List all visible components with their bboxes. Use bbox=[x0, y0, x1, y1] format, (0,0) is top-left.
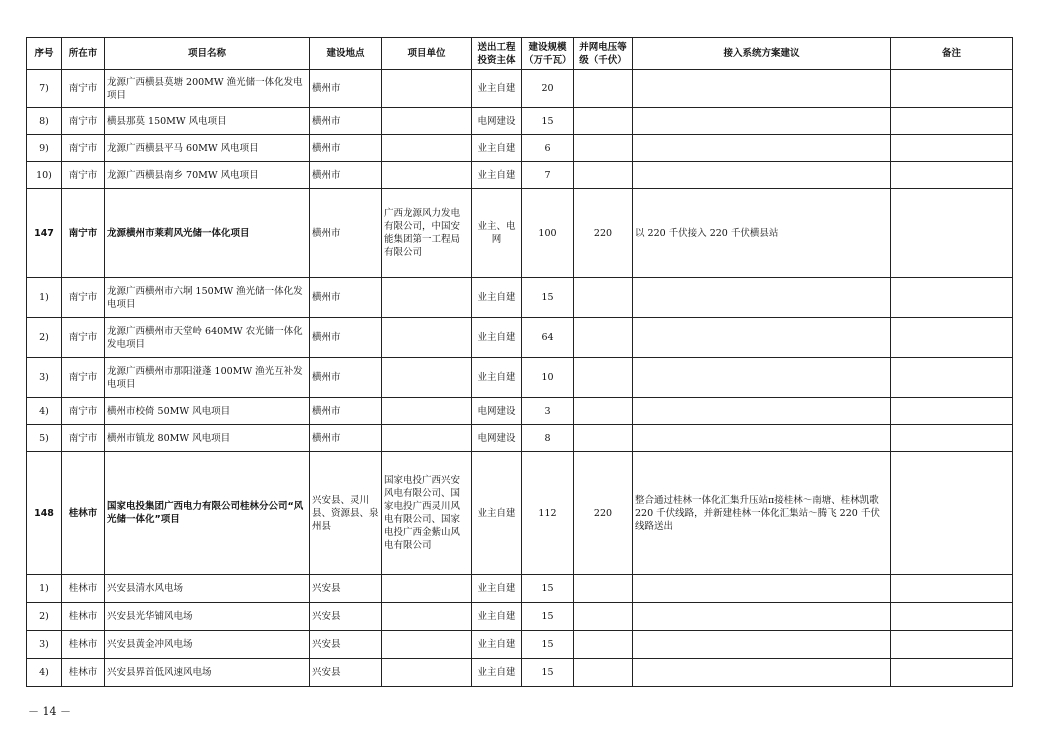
cell-unit bbox=[382, 603, 472, 631]
cell-voltage bbox=[574, 631, 633, 659]
table-row bbox=[27, 358, 1013, 398]
header-plan: 接入系统方案建议 bbox=[633, 38, 891, 70]
cell-investor: 业主自建 bbox=[472, 135, 522, 162]
cell-name: 横州市校倚 50MW 风电项目 bbox=[105, 398, 310, 425]
cell-plan bbox=[633, 108, 891, 135]
cell-voltage bbox=[574, 398, 633, 425]
cell-investor: 业主自建 bbox=[472, 575, 522, 603]
cell-location: 横州市 bbox=[310, 425, 382, 452]
cell-scale: 8 bbox=[522, 425, 574, 452]
cell-city: 南宁市 bbox=[62, 135, 105, 162]
cell-note bbox=[891, 108, 1013, 135]
cell-location: 兴安县 bbox=[310, 603, 382, 631]
table-row bbox=[27, 108, 1013, 135]
cell-plan bbox=[633, 631, 891, 659]
cell-no: 9) bbox=[27, 135, 62, 162]
cell-city: 南宁市 bbox=[62, 189, 105, 278]
cell-plan: 以 220 千伏接入 220 千伏横县站 bbox=[633, 189, 891, 278]
cell-city: 桂林市 bbox=[62, 631, 105, 659]
header-location: 建设地点 bbox=[310, 38, 382, 70]
cell-scale: 15 bbox=[522, 575, 574, 603]
cell-investor: 业主自建 bbox=[472, 358, 522, 398]
cell-note bbox=[891, 603, 1013, 631]
cell-scale: 15 bbox=[522, 278, 574, 318]
cell-scale: 64 bbox=[522, 318, 574, 358]
cell-note bbox=[891, 189, 1013, 278]
cell-note bbox=[891, 70, 1013, 108]
cell-location: 横州市 bbox=[310, 162, 382, 189]
cell-city: 桂林市 bbox=[62, 603, 105, 631]
cell-voltage bbox=[574, 575, 633, 603]
cell-investor: 业主、电网 bbox=[472, 189, 522, 278]
cell-no: 8) bbox=[27, 108, 62, 135]
cell-note bbox=[891, 278, 1013, 318]
cell-no: 3) bbox=[27, 358, 62, 398]
cell-scale: 6 bbox=[522, 135, 574, 162]
cell-scale: 10 bbox=[522, 358, 574, 398]
cell-unit bbox=[382, 318, 472, 358]
cell-location: 横州市 bbox=[310, 318, 382, 358]
cell-unit bbox=[382, 575, 472, 603]
cell-plan bbox=[633, 70, 891, 108]
cell-scale: 3 bbox=[522, 398, 574, 425]
cell-location: 兴安县、灵川县、资源县、泉州县 bbox=[310, 452, 382, 575]
cell-city: 桂林市 bbox=[62, 659, 105, 687]
cell-name: 龙源广西横县平马 60MW 风电项目 bbox=[105, 135, 310, 162]
header-voltage: 并网电压等级（千伏） bbox=[574, 38, 633, 70]
cell-name: 龙源广西横县莫塘 200MW 渔光储一体化发电项目 bbox=[105, 70, 310, 108]
cell-city: 南宁市 bbox=[62, 108, 105, 135]
cell-unit bbox=[382, 70, 472, 108]
cell-scale: 15 bbox=[522, 603, 574, 631]
table-body bbox=[27, 70, 1013, 687]
cell-location: 兴安县 bbox=[310, 631, 382, 659]
cell-location: 横州市 bbox=[310, 358, 382, 398]
cell-city: 桂林市 bbox=[62, 575, 105, 603]
table-row bbox=[27, 162, 1013, 189]
cell-city: 南宁市 bbox=[62, 70, 105, 108]
cell-investor: 业主自建 bbox=[472, 603, 522, 631]
cell-unit: 国家电投广西兴安风电有限公司、国家电投广西灵川风电有限公司、国家电投广西金紫山风电有限公司 bbox=[382, 452, 472, 575]
cell-investor: 业主自建 bbox=[472, 318, 522, 358]
table-row bbox=[27, 425, 1013, 452]
table-row bbox=[27, 135, 1013, 162]
cell-investor: 业主自建 bbox=[472, 162, 522, 189]
cell-scale: 112 bbox=[522, 452, 574, 575]
cell-voltage bbox=[574, 425, 633, 452]
cell-voltage bbox=[574, 108, 633, 135]
cell-note bbox=[891, 162, 1013, 189]
cell-name: 兴安县清水风电场 bbox=[105, 575, 310, 603]
cell-no: 4) bbox=[27, 398, 62, 425]
cell-no: 2) bbox=[27, 318, 62, 358]
cell-name: 横州市镇龙 80MW 风电项目 bbox=[105, 425, 310, 452]
cell-plan: 整合通过桂林一体化汇集升压站π接桂林～南塘、桂林凯歌 220 千伏线路，并新建桂林一体化汇集站～腾飞 220 千伏线路送出 bbox=[633, 452, 891, 575]
cell-city: 南宁市 bbox=[62, 425, 105, 452]
cell-no: 5) bbox=[27, 425, 62, 452]
cell-voltage: 220 bbox=[574, 189, 633, 278]
header-row bbox=[27, 38, 1013, 70]
project-table bbox=[26, 37, 1013, 687]
cell-investor: 电网建设 bbox=[472, 425, 522, 452]
cell-no: 4) bbox=[27, 659, 62, 687]
cell-scale: 7 bbox=[522, 162, 574, 189]
cell-note bbox=[891, 631, 1013, 659]
cell-unit bbox=[382, 631, 472, 659]
header-name: 项目名称 bbox=[105, 38, 310, 70]
cell-note bbox=[891, 575, 1013, 603]
table-row bbox=[27, 318, 1013, 358]
cell-unit bbox=[382, 162, 472, 189]
cell-plan bbox=[633, 398, 891, 425]
cell-name: 兴安县界首低风速风电场 bbox=[105, 659, 310, 687]
cell-scale: 15 bbox=[522, 631, 574, 659]
cell-no: 7) bbox=[27, 70, 62, 108]
cell-location: 横州市 bbox=[310, 70, 382, 108]
cell-plan bbox=[633, 603, 891, 631]
cell-plan bbox=[633, 135, 891, 162]
cell-city: 南宁市 bbox=[62, 358, 105, 398]
cell-note bbox=[891, 398, 1013, 425]
cell-note bbox=[891, 659, 1013, 687]
cell-name: 龙源广西横州市天堂岭 640MW 农光储一体化发电项目 bbox=[105, 318, 310, 358]
cell-investor: 电网建设 bbox=[472, 398, 522, 425]
cell-investor: 业主自建 bbox=[472, 659, 522, 687]
cell-note bbox=[891, 358, 1013, 398]
cell-plan bbox=[633, 425, 891, 452]
cell-plan bbox=[633, 575, 891, 603]
cell-investor: 业主自建 bbox=[472, 70, 522, 108]
cell-note bbox=[891, 318, 1013, 358]
table-row bbox=[27, 278, 1013, 318]
cell-scale: 20 bbox=[522, 70, 574, 108]
cell-unit bbox=[382, 358, 472, 398]
cell-scale: 15 bbox=[522, 659, 574, 687]
cell-voltage bbox=[574, 603, 633, 631]
cell-name: 国家电投集团广西电力有限公司桂林分公司“风光储一体化”项目 bbox=[105, 452, 310, 575]
cell-investor: 业主自建 bbox=[472, 452, 522, 575]
cell-no: 147 bbox=[27, 189, 62, 278]
cell-note bbox=[891, 452, 1013, 575]
header-no: 序号 bbox=[27, 38, 62, 70]
cell-name: 兴安县黄金冲风电场 bbox=[105, 631, 310, 659]
cell-no: 148 bbox=[27, 452, 62, 575]
cell-name: 横县那莫 150MW 风电项目 bbox=[105, 108, 310, 135]
cell-location: 横州市 bbox=[310, 278, 382, 318]
cell-name: 龙源广西横州市六垌 150MW 渔光储一体化发电项目 bbox=[105, 278, 310, 318]
cell-unit: 广西龙源风力发电有限公司，中国安能集团第一工程局有限公司 bbox=[382, 189, 472, 278]
cell-city: 桂林市 bbox=[62, 452, 105, 575]
cell-voltage bbox=[574, 318, 633, 358]
cell-plan bbox=[633, 318, 891, 358]
cell-voltage bbox=[574, 358, 633, 398]
cell-unit bbox=[382, 135, 472, 162]
header-unit: 项目单位 bbox=[382, 38, 472, 70]
cell-investor: 电网建设 bbox=[472, 108, 522, 135]
table-row bbox=[27, 452, 1013, 575]
cell-voltage bbox=[574, 162, 633, 189]
cell-name: 兴安县光华铺风电场 bbox=[105, 603, 310, 631]
header-investor: 送出工程投资主体 bbox=[472, 38, 522, 70]
cell-unit bbox=[382, 425, 472, 452]
cell-city: 南宁市 bbox=[62, 278, 105, 318]
header-city: 所在市 bbox=[62, 38, 105, 70]
cell-unit bbox=[382, 108, 472, 135]
cell-plan bbox=[633, 278, 891, 318]
table-row bbox=[27, 70, 1013, 108]
cell-city: 南宁市 bbox=[62, 162, 105, 189]
cell-location: 横州市 bbox=[310, 135, 382, 162]
cell-location: 横州市 bbox=[310, 108, 382, 135]
cell-name: 龙源广西横县南乡 70MW 风电项目 bbox=[105, 162, 310, 189]
cell-scale: 100 bbox=[522, 189, 574, 278]
cell-city: 南宁市 bbox=[62, 398, 105, 425]
cell-note bbox=[891, 135, 1013, 162]
table-row bbox=[27, 631, 1013, 659]
cell-location: 兴安县 bbox=[310, 575, 382, 603]
cell-city: 南宁市 bbox=[62, 318, 105, 358]
cell-plan bbox=[633, 659, 891, 687]
cell-location: 横州市 bbox=[310, 398, 382, 425]
cell-voltage bbox=[574, 70, 633, 108]
cell-note bbox=[891, 425, 1013, 452]
cell-unit bbox=[382, 659, 472, 687]
table-row bbox=[27, 659, 1013, 687]
cell-scale: 15 bbox=[522, 108, 574, 135]
cell-voltage bbox=[574, 278, 633, 318]
cell-no: 2) bbox=[27, 603, 62, 631]
header-note: 备注 bbox=[891, 38, 1013, 70]
page-number: － 14 － bbox=[28, 705, 71, 718]
cell-location: 兴安县 bbox=[310, 659, 382, 687]
cell-plan bbox=[633, 358, 891, 398]
cell-location: 横州市 bbox=[310, 189, 382, 278]
cell-no: 3) bbox=[27, 631, 62, 659]
table-row bbox=[27, 189, 1013, 278]
cell-voltage: 220 bbox=[574, 452, 633, 575]
cell-voltage bbox=[574, 135, 633, 162]
cell-unit bbox=[382, 398, 472, 425]
cell-unit bbox=[382, 278, 472, 318]
cell-voltage bbox=[574, 659, 633, 687]
table-row bbox=[27, 603, 1013, 631]
cell-plan bbox=[633, 162, 891, 189]
cell-no: 1) bbox=[27, 575, 62, 603]
cell-no: 1) bbox=[27, 278, 62, 318]
table-row bbox=[27, 575, 1013, 603]
cell-no: 10) bbox=[27, 162, 62, 189]
cell-investor: 业主自建 bbox=[472, 278, 522, 318]
cell-investor: 业主自建 bbox=[472, 631, 522, 659]
header-scale: 建设规模（万千瓦） bbox=[522, 38, 574, 70]
cell-name: 龙源广西横州市那阳湴蓬 100MW 渔光互补发电项目 bbox=[105, 358, 310, 398]
cell-name: 龙源横州市莱莉风光储一体化项目 bbox=[105, 189, 310, 278]
table-row bbox=[27, 398, 1013, 425]
